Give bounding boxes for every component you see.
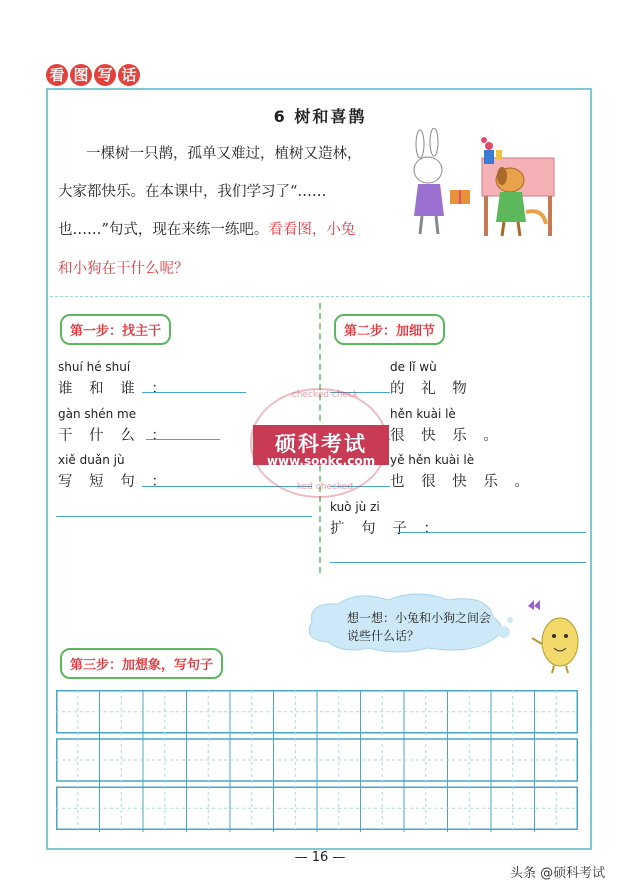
stamp-ring-text: checked check	[291, 390, 359, 400]
step2-text-3: 也 很 快 乐 。	[390, 474, 535, 490]
intro-red-line-2: 和小狗在干什么呢？	[58, 261, 189, 277]
writing-grid[interactable]	[56, 690, 578, 832]
rabbit-dog-illustration	[398, 128, 566, 240]
step2-text-1: 的 礼 物	[390, 381, 473, 397]
step1-text-1: 谁 和 谁 ：	[58, 381, 172, 397]
section-divider	[50, 296, 590, 297]
stamp-url: www.sookc.com	[266, 454, 376, 468]
step1-answer-line-2[interactable]	[146, 439, 220, 440]
badge-char: 写	[94, 64, 116, 86]
step2-text-2: 很 快 乐 。	[390, 428, 504, 444]
intro-line-1: 一棵树一只鹊，孤单又难过，植树又造林，	[86, 146, 362, 162]
step1-text-3: 写 短 句 ：	[58, 474, 172, 490]
step1-answer-line-4[interactable]	[56, 516, 312, 517]
step1-pinyin-1: shuí hé shuí	[58, 360, 131, 374]
step3-label: 第三步：加想象，写句子	[60, 648, 223, 679]
step2-label: 第二步：加细节	[334, 314, 445, 345]
source-watermark: 头条 @硕科考试	[510, 866, 606, 881]
step2-pinyin-1: de lǐ wù	[390, 360, 437, 374]
badge-char: 看	[46, 64, 68, 86]
stamp-name: 硕科考试	[275, 432, 367, 456]
step2-answer-line-5[interactable]	[330, 562, 586, 563]
step1-label: 第一步：找主干	[60, 314, 171, 345]
intro-red-text: 看看图，小兔	[268, 222, 356, 238]
step1-pinyin-2: gàn shén me	[58, 407, 137, 421]
step1-text-2: 干 什 么 ：	[58, 428, 172, 444]
page-number: — 16 —	[294, 850, 346, 865]
stamp-ring-text-2: ked checked	[296, 482, 354, 492]
step1-pinyin-3: xiě duǎn jù	[58, 453, 125, 467]
lesson-title: 6 树和喜鹊	[273, 107, 367, 126]
header-badge	[46, 64, 140, 86]
step2-answer-line-4[interactable]	[398, 532, 586, 533]
step2-pinyin-4: kuò jù zi	[330, 500, 380, 514]
step2-text-4: 扩 句 子 ：	[330, 521, 444, 537]
badge-char: 图	[70, 64, 92, 86]
intro-line-3-text: 也……”句式，现在来练一练吧。	[58, 222, 269, 238]
step2-pinyin-2: hěn kuài lè	[390, 407, 456, 421]
badge-char: 话	[118, 64, 140, 86]
mascot-illustration	[520, 598, 586, 674]
step1-answer-line-1[interactable]	[142, 392, 246, 393]
intro-line-3	[58, 218, 355, 239]
intro-line-2: 大家都快乐。在本课中，我们学习了“……	[58, 184, 327, 200]
thought-text: 想一想：小兔和小狗之间会说些什么话？	[347, 611, 492, 643]
step2-pinyin-3: yě hěn kuài lè	[390, 453, 475, 467]
